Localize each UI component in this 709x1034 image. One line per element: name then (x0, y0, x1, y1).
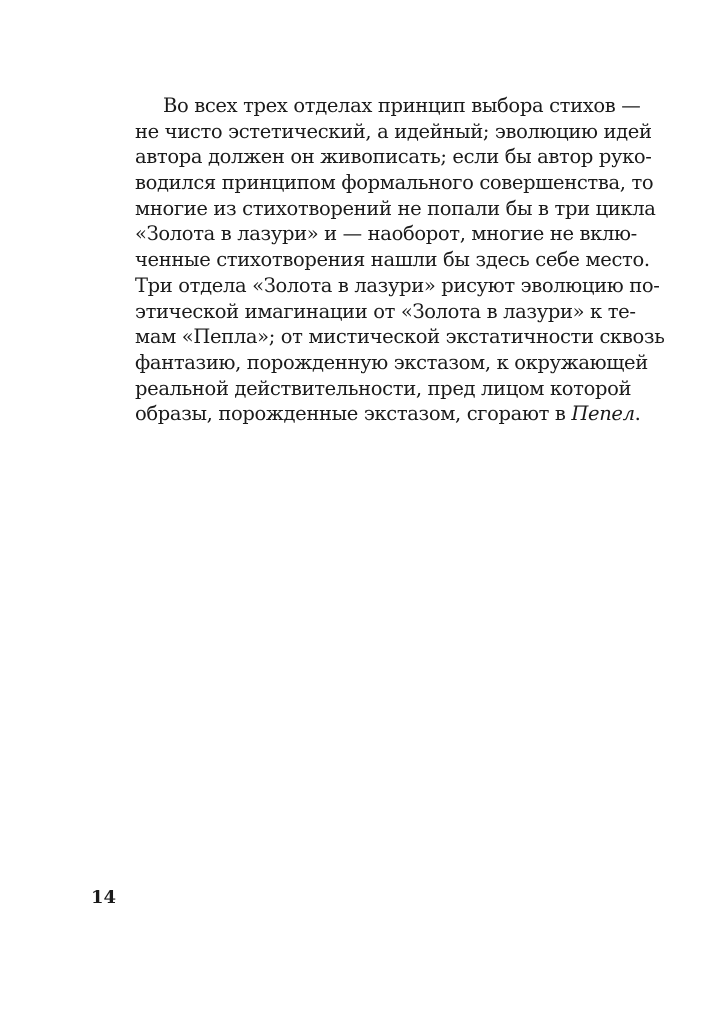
body-paragraph (135, 93, 665, 427)
paragraph-line: Во всех трех отделах принцип выбора стихов — (163, 94, 641, 117)
paragraph-line: мам «Пепла»; от мистической экстатичности сквозь (135, 325, 665, 349)
italic-book-title: Пепел (571, 402, 635, 426)
last-line-period: . (634, 402, 641, 426)
paragraph-line: водился принципом формального совершенства, то (135, 171, 654, 195)
paragraph-last-line (135, 401, 641, 427)
paragraph-line: этической имагинации от «Золота в лазури» к те- (135, 299, 636, 323)
paragraph-line: многие из стихотворений не попали бы в три цикла (135, 196, 656, 220)
page-number: 14 (91, 887, 117, 908)
paragraph-line: не чисто эстетический, а идейный; эволюцию идей (135, 119, 652, 143)
paragraph-line: фантазию, порожденную экстазом, к окружающей (135, 350, 648, 374)
paragraph-line: Три отдела «Золота в лазури» рисуют эволюцию по- (135, 273, 660, 297)
paragraph-line: «Золота в лазури» и — наоборот, многие не вклю- (135, 222, 637, 246)
last-line-text: образы, порожденные экстазом, сгорают в (135, 402, 572, 426)
paragraph-line: ченные стихотворения нашли бы здесь себе место. (135, 248, 650, 272)
paragraph-line: автора должен он живописать; если бы автор руко- (135, 145, 652, 169)
paragraph-line: реальной действительности, пред лицом которой (135, 376, 632, 400)
